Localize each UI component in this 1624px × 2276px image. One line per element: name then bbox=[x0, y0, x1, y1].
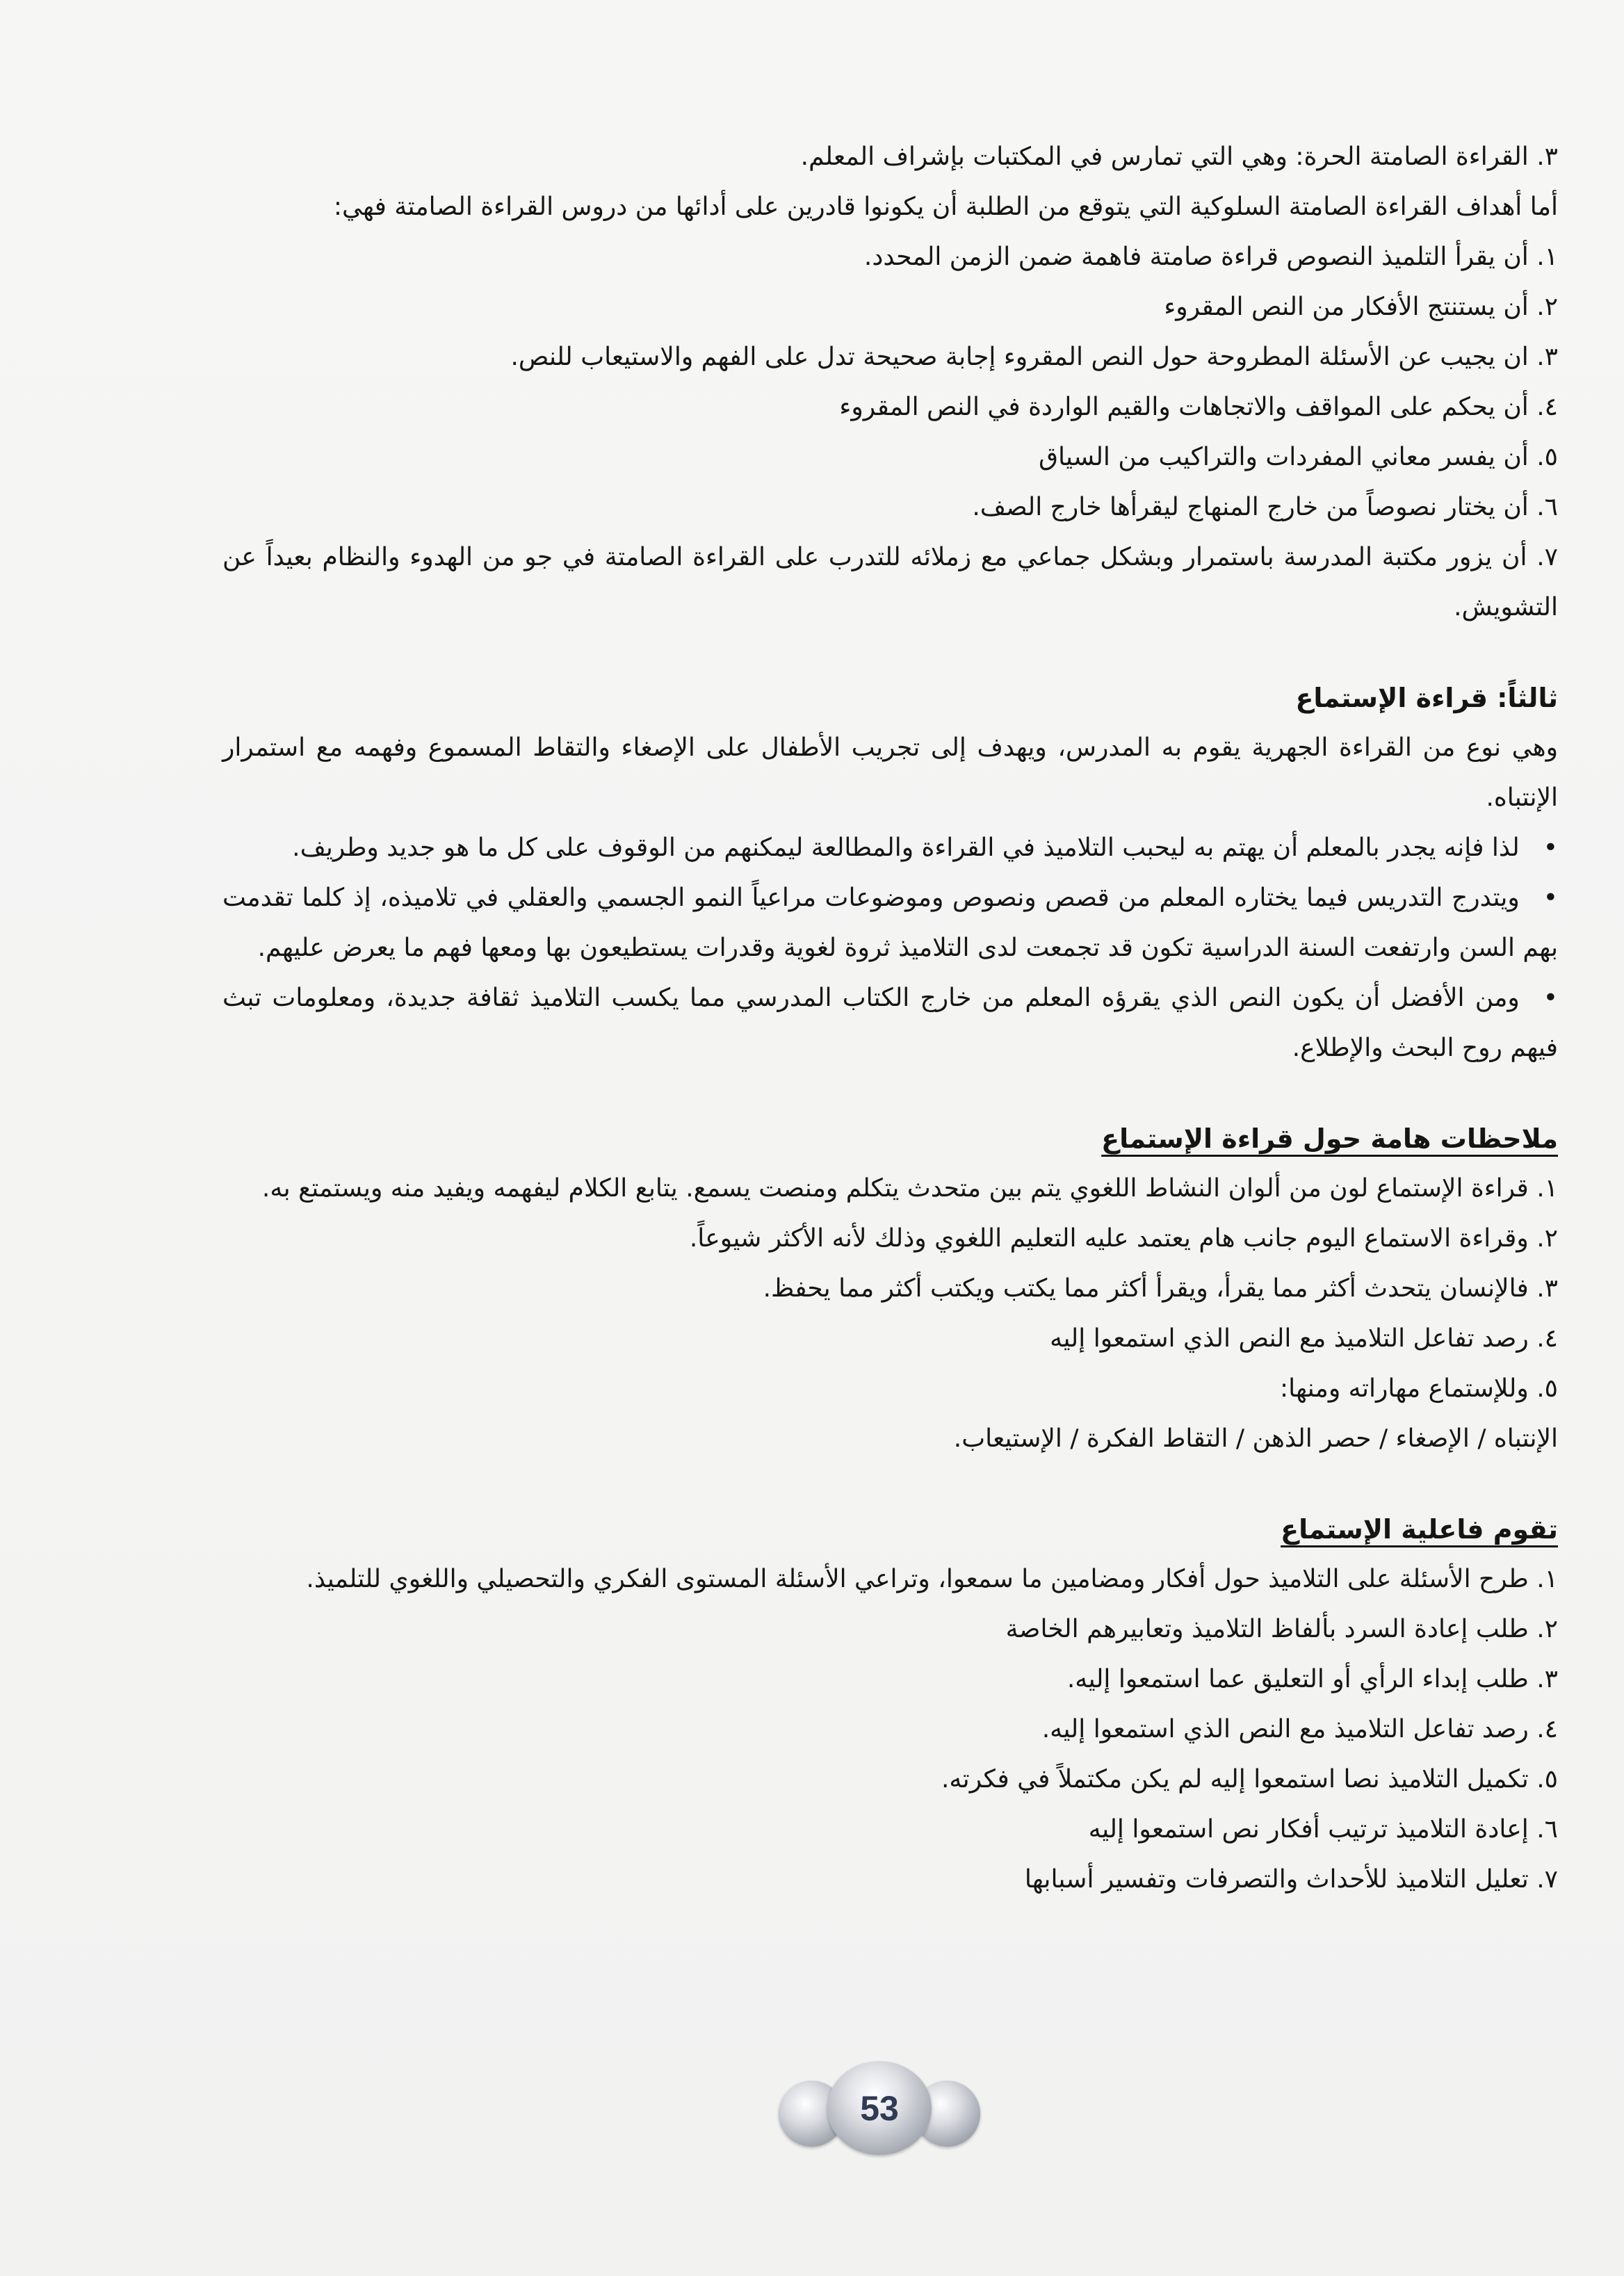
objective-item: ٧. أن يزور مكتبة المدرسة باستمرار وبشكل جماعي مع زملائه للتدرب على القراءة الصامتة في جو من الهدوء والنظام بعيداً عن التشويش. bbox=[222, 543, 1558, 621]
evaluation-item: ١. طرح الأسئلة على التلاميذ حول أفكار ومضامين ما سمعوا، وتراعي الأسئلة المستوى الفكري والتحصيلي واللغوي للتلميذ. bbox=[306, 1565, 1558, 1593]
evaluation-item: ٦. إعادة التلاميذ ترتيب أفكار نص استمعوا إليه bbox=[1088, 1815, 1558, 1844]
intro-line: ٣. القراءة الصامتة الحرة: وهي التي تمارس في المكتبات بإشراف المعلم. bbox=[800, 143, 1558, 171]
note-item: ٥. وللإستماع مهاراته ومنها: bbox=[1279, 1374, 1558, 1403]
objective-item: ٢. أن يستنتج الأفكار من النص المقروء bbox=[1164, 293, 1558, 321]
evaluation-item: ٤. رصد تفاعل التلاميذ مع النص الذي استمعوا إليه. bbox=[1041, 1715, 1558, 1743]
objective-item: ٥. أن يفسر معاني المفردات والتراكيب من السياق bbox=[1039, 443, 1558, 471]
evaluation-item: ٥. تكميل التلاميذ نصا استمعوا إليه لم يكن مكتملاً في فكرته. bbox=[941, 1765, 1558, 1794]
evaluation-item: ٢. طلب إعادة السرد بألفاظ التلاميذ وتعابيرهم الخاصة bbox=[1005, 1615, 1558, 1643]
note-item: ٣. فالإنسان يتحدث أكثر مما يقرأ، ويقرأ أكثر مما يكتب ويكتب أكثر مما يحفظ. bbox=[763, 1274, 1558, 1303]
spacer bbox=[222, 1464, 1558, 1485]
bullet-item bbox=[222, 973, 1558, 1073]
page-content bbox=[222, 132, 1558, 1905]
objective-item: ١. أن يقرأ التلميذ النصوص قراءة صامتة فاهمة ضمن الزمن المحدد. bbox=[863, 243, 1558, 271]
note-item: ٤. رصد تفاعل التلاميذ مع النص الذي استمعوا إليه bbox=[1050, 1324, 1558, 1353]
bullet-item bbox=[222, 823, 1558, 873]
evaluation-item: ٧. تعليل التلاميذ للأحداث والتصرفات وتفسير أسبابها bbox=[1024, 1865, 1558, 1894]
section-heading-evaluation: تقوم فاعلية الإستماع bbox=[1281, 1514, 1558, 1545]
objective-item: ٦. أن يختار نصوصاً من خارج المنهاج ليقرأها خارج الصف. bbox=[972, 493, 1558, 521]
bullet-dot: • bbox=[1543, 884, 1558, 912]
bullet-dot: • bbox=[1543, 984, 1558, 1012]
bullet-text: ويتدرج التدريس فيما يختاره المعلم من قصص ونصوص وموضوعات مراعياً النمو الجسمي والعقلي في تلاميذه، إذ كلما تقدمت بهم السن وارتفعت السنة الدراسية تكون قد تجمعت لدى التلاميذ ثروة لغوية وقدرات يستطيعون بها ومعها فهم ما يعرض عليهم. bbox=[222, 884, 1558, 962]
section-heading-listening: ثالثاً: قراءة الإستماع bbox=[1295, 683, 1558, 713]
spacer bbox=[222, 1073, 1558, 1094]
page-number-badge bbox=[779, 2061, 980, 2155]
note-item: ٢. وقراءة الاستماع اليوم جانب هام يعتمد عليه التعليم اللغوي وذلك لأنه الأكثر شيوعاً. bbox=[689, 1224, 1558, 1253]
bullet-dot: • bbox=[1543, 834, 1558, 862]
section-heading-notes: ملاحظات هامة حول قراءة الإستماع bbox=[1101, 1123, 1558, 1154]
section-paragraph: وهي نوع من القراءة الجهرية يقوم به المدرس، ويهدف إلى تجريب الأطفال على الإصغاء والتقاط المسموع وفهمه مع استمرار الإنتباه. bbox=[222, 733, 1558, 812]
objective-item: ٤. أن يحكم على المواقف والاتجاهات والقيم الواردة في النص المقروء bbox=[839, 393, 1558, 421]
note-item: ١. قراءة الإستماع لون من ألوان النشاط اللغوي يتم بين متحدث يتكلم ومنصت يسمع. يتابع الكلام ليفهمه ويفيد منه ويستمتع به. bbox=[261, 1174, 1558, 1203]
spacer bbox=[222, 633, 1558, 653]
evaluation-item: ٣. طلب إبداء الرأي أو التعليق عما استمعوا إليه. bbox=[1066, 1665, 1558, 1693]
bullet-text: ومن الأفضل أن يكون النص الذي يقرؤه المعلم من خارج الكتاب المدرسي مما يكسب التلاميذ ثقافة جديدة، ومعلومات تبث فيهم روح البحث والإطلاع. bbox=[222, 984, 1558, 1062]
note-item: الإنتباه / الإصغاء / حصر الذهن / التقاط الفكرة / الإستيعاب. bbox=[953, 1424, 1558, 1453]
page-number: 53 bbox=[860, 2088, 899, 2128]
intro-line: أما أهداف القراءة الصامتة السلوكية التي يتوقع من الطلبة أن يكونوا قادرين على أدائها من دروس القراءة الصامتة فهي: bbox=[333, 193, 1558, 221]
bullet-item bbox=[222, 873, 1558, 973]
objective-item: ٣. ان يجيب عن الأسئلة المطروحة حول النص المقروء إجابة صحيحة تدل على الفهم والاستيعاب للنص. bbox=[510, 343, 1558, 371]
bullet-text: لذا فإنه يجدر بالمعلم أن يهتم به ليحبب التلاميذ في القراءة والمطالعة ليمكنهم من الوقوف على كل ما هو جديد وطريف. bbox=[292, 834, 1520, 862]
